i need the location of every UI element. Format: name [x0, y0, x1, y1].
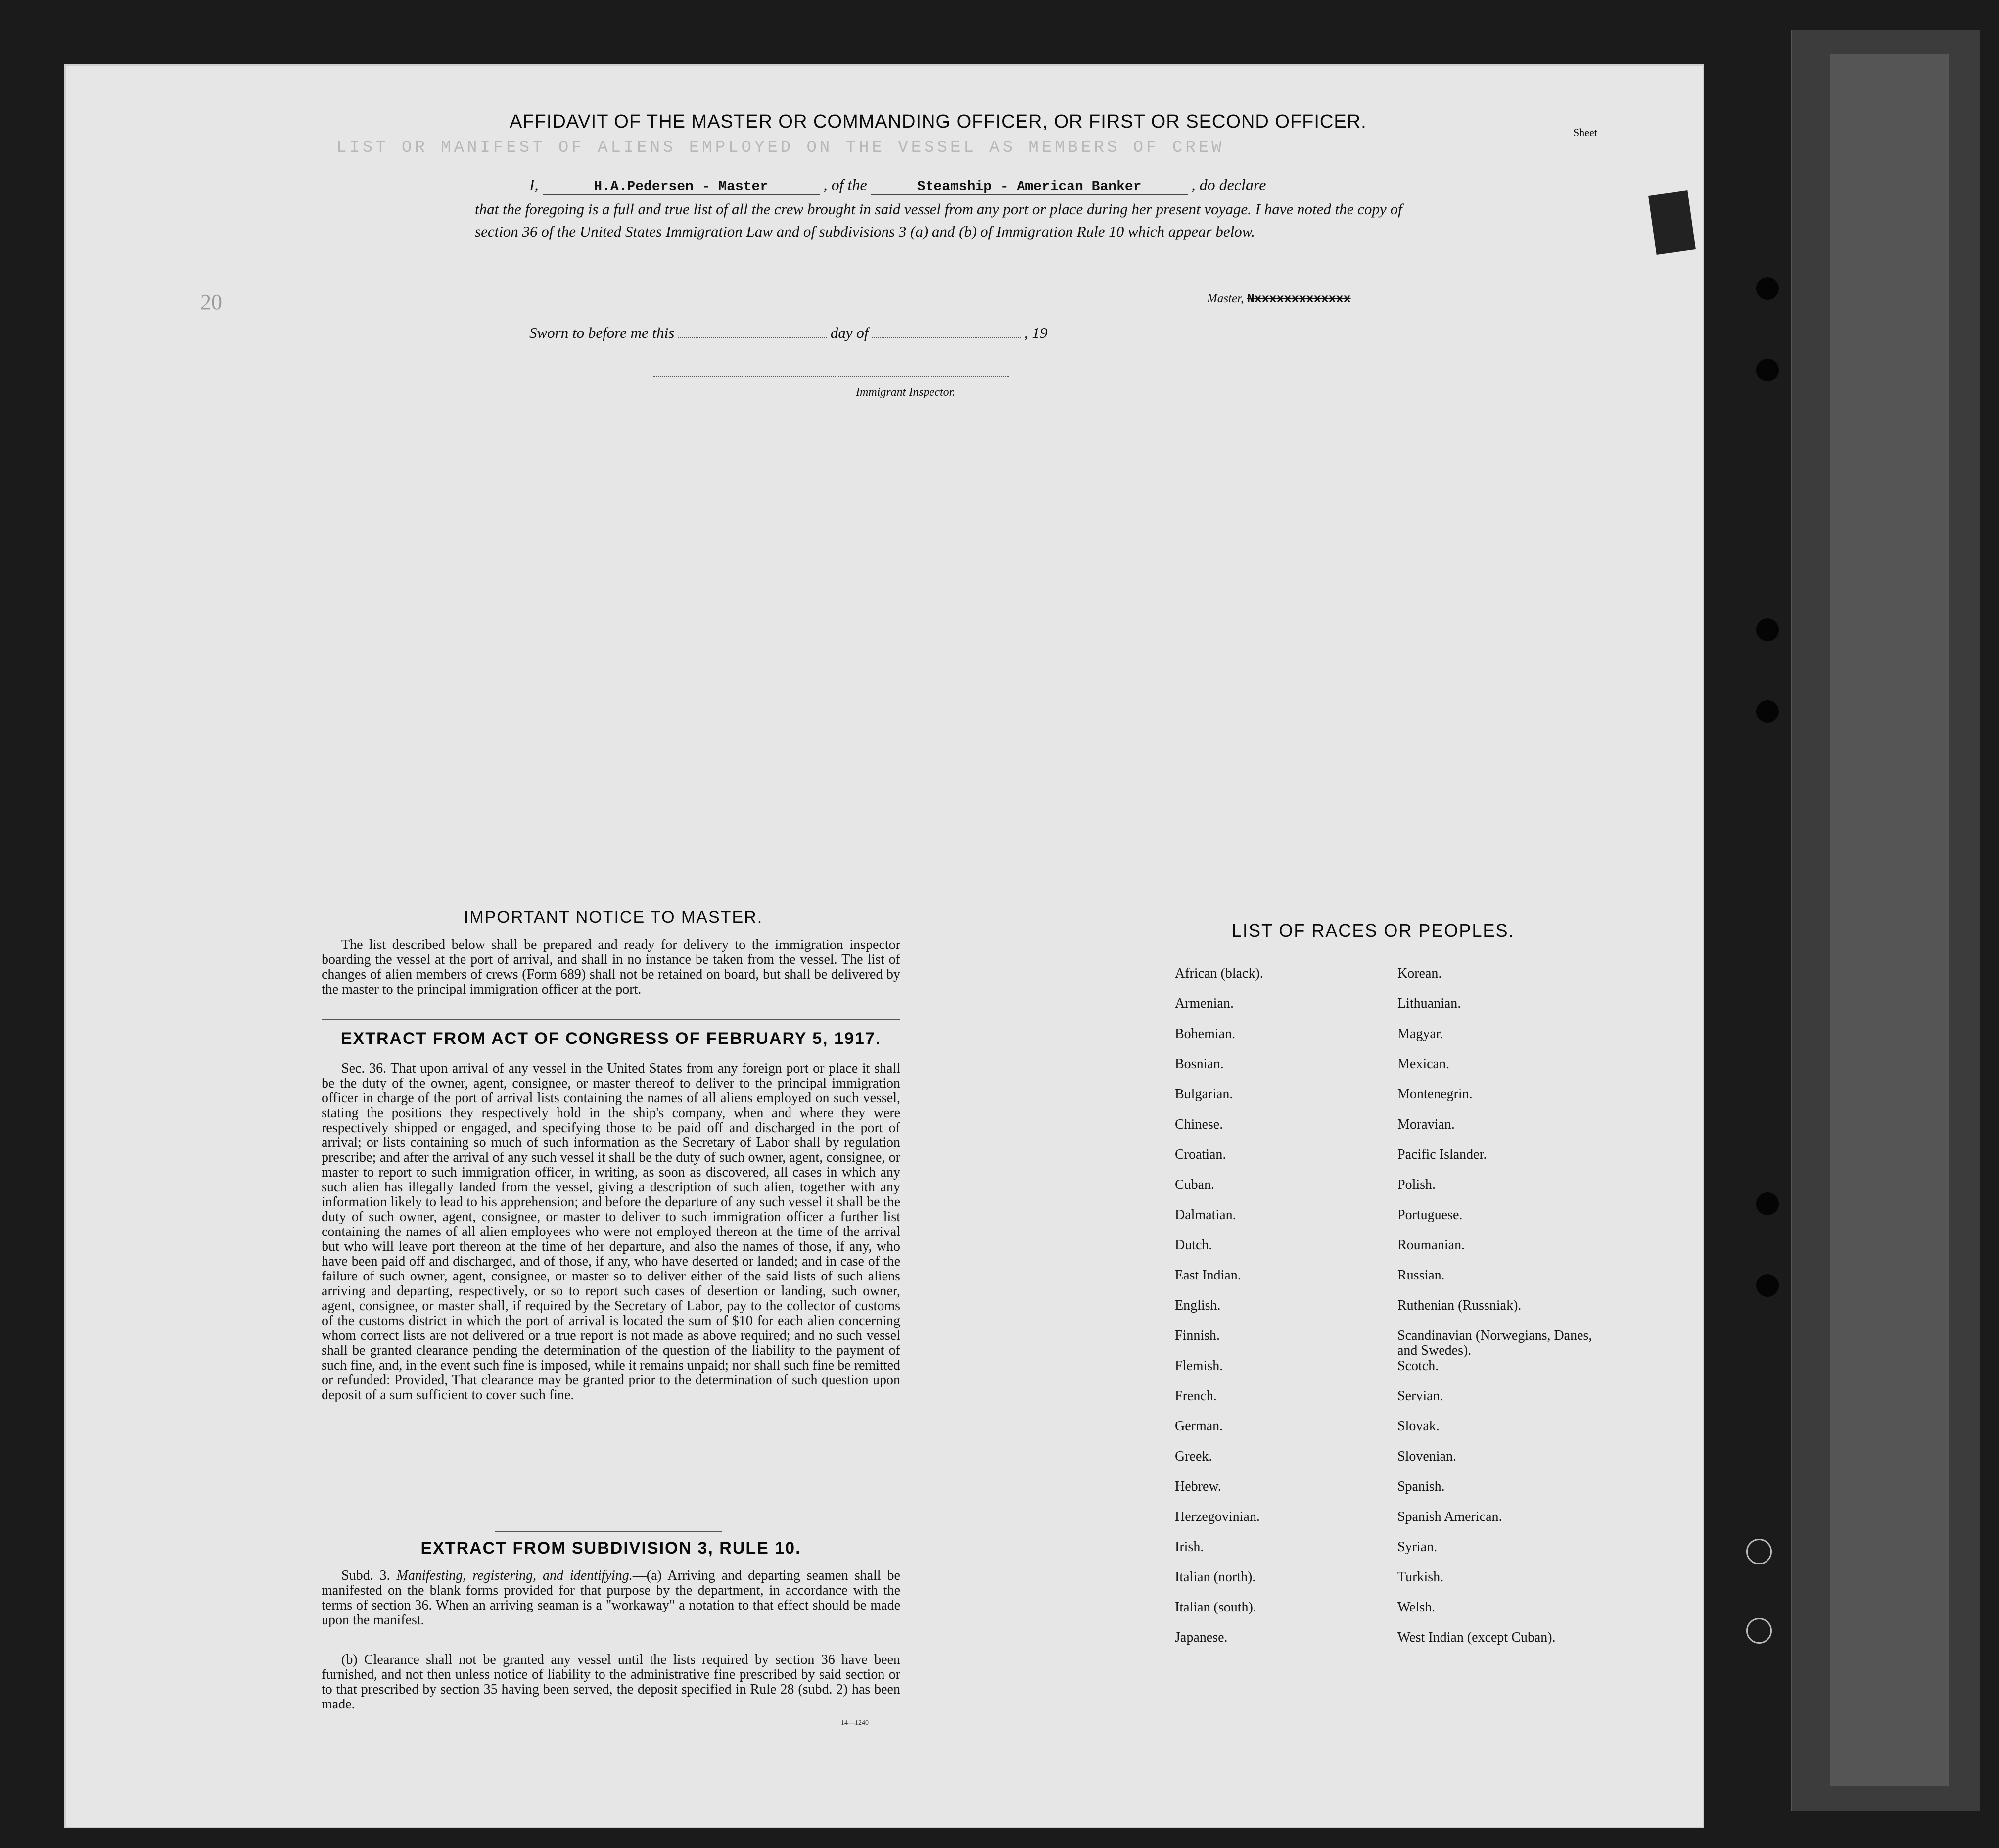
race-item: Croatian.: [1175, 1147, 1226, 1162]
race-item: Korean.: [1397, 966, 1442, 981]
punch-hole: [1746, 1618, 1772, 1644]
rule-title: EXTRACT FROM SUBDIVISION 3, RULE 10.: [420, 1539, 801, 1558]
races-right-column: [1397, 966, 1605, 1660]
sworn-label: Sworn to before me this: [529, 324, 675, 341]
race-item: Cuban.: [1175, 1177, 1215, 1192]
race-item: French.: [1175, 1388, 1217, 1404]
day-of-label: day of: [830, 324, 869, 341]
rule-subd-label: Subd. 3.: [341, 1568, 390, 1583]
race-item: Russian.: [1397, 1268, 1445, 1283]
race-item: Bohemian.: [1175, 1026, 1236, 1042]
race-item: Chinese.: [1175, 1117, 1223, 1132]
races-left-column: [1175, 966, 1383, 1660]
race-item: Bosnian.: [1175, 1056, 1224, 1072]
race-item: Moravian.: [1397, 1117, 1455, 1132]
bleed-through-title: LIST OR MANIFEST OF ALIENS EMPLOYED ON THE VESSEL AS MEMBERS OF CREW: [336, 139, 1225, 157]
rule-subd-a-body: —(a) Arriving and departing seamen shall be manifested on the blank forms provided for that purpose by the department, in accordance with the terms of section 36. When an arriving seaman is a "workaway" a notation to that effect should be made upon the manifest.: [322, 1568, 900, 1628]
punch-hole: [1756, 277, 1779, 300]
sworn-month-blank: [872, 327, 1021, 338]
inspector-signature-line: [653, 376, 1009, 377]
race-item: East Indian.: [1175, 1268, 1241, 1283]
form-number: 14—1240: [841, 1719, 869, 1727]
race-item: Italian (north).: [1175, 1569, 1256, 1585]
race-item: Syrian.: [1397, 1539, 1438, 1555]
margin-mark: 20: [200, 290, 222, 314]
inspector-label: Immigrant Inspector.: [856, 386, 956, 399]
affidavit-prefix: I,: [529, 176, 539, 193]
act-section-body: That upon arrival of any vessel in the United States from any foreign port or place it shall be the duty of the owner, agent, consignee, or master thereof to deliver to the principal immigration officer in charge of the port of arrival lists containing the names of all aliens employed on such vessel, stating the positions they respectively hold in the ship's company, when and where they were respectively shipped or engaged, and specifying those to be paid off and discharged in the port of arrival; or lists containing so much of such information as the Secretary of Labor shall by regulation prescribe; and after the arrival of any such vessel it shall be the duty of such owner, agent, consignee, or master to report to such immigration officer, in writing, as soon as discovered, all cases in which any such alien has illegally landed from the vessel, giving a description of such alien, together with any information likely to lead to his apprehension; and before the departure of any such vessel it shall be the duty of such owner, agent, consignee, or master to deliver to such immigration officer a further list containing the names of all alien employees who were not employed thereon at the time of the arrival but who will leave port thereon at the time of her departure, and also the names of those, if any, who have been paid off and discharged, and of those, if any, who have deserted or landed; and in case of the failure of such owner, agent, consignee, or master so to deliver either of the said lists of such aliens arriving and departing, respectively, or so to report such cases of desertion or landing, such owner, agent, consignee, or master shall, if required by the Secretary of Labor, pay to the collector of customs of the customs district in which the port of arrival is located the sum of $10 for each alien concerning whom correct lists are not delivered or a true report is not made as above required; and no such vessel shall be granted clearance pending the determination of the question of the liability to the payment of such fine, and, in the event such fine is imposed, while it remains unpaid; nor shall such fine be remitted or refunded: Provided, That clearance may be granted prior to the determination of such question upon deposit of a sum sufficient to cover such fine.: [322, 1061, 900, 1403]
race-item: Servian.: [1397, 1388, 1443, 1404]
punch-hole: [1756, 1192, 1779, 1215]
race-item: Italian (south).: [1175, 1600, 1256, 1615]
act-section-label: Sec. 36.: [341, 1061, 387, 1076]
punch-hole: [1756, 359, 1779, 381]
act-title: EXTRACT FROM ACT OF CONGRESS OF FEBRUARY 5, 1917.: [340, 1029, 882, 1048]
race-item: Slovenian.: [1397, 1449, 1456, 1464]
affidavit-title: AFFIDAVIT OF THE MASTER OR COMMANDING OFFICER, OR FIRST OR SECOND OFFICER.: [510, 111, 1367, 132]
race-item: Turkish.: [1397, 1569, 1444, 1585]
sheet-label: Sheet: [1573, 126, 1597, 139]
race-item: Flemish.: [1175, 1358, 1223, 1374]
affidavit-first-line: [529, 176, 1435, 195]
race-item: Herzegovinian.: [1175, 1509, 1260, 1524]
rule-text-a: [322, 1568, 900, 1628]
rule-text-b: (b) Clearance shall not be granted any vessel until the lists required by section 36 have been furnished, and not then unless notice of liability to the administrative fine prescribed by said section or to that prescribed by section 35 having been served, the deposit specified in Rule 28 (subd. 2) has been made.: [322, 1652, 900, 1712]
notice-text: The list described below shall be prepared and ready for delivery to the immigration inspector boarding the vessel at the port of arrival, and shall in no instance be taken from the vessel. The list of changes of alien members of crews (Form 689) shall not be retained on board, but shall be delivered by the master to the principal immigration officer at the port.: [322, 937, 900, 997]
divider: [495, 1531, 722, 1532]
race-item: Greek.: [1175, 1449, 1212, 1464]
race-item: Welsh.: [1397, 1600, 1436, 1615]
race-item: West Indian (except Cuban).: [1397, 1630, 1556, 1645]
race-item: Bulgarian.: [1175, 1087, 1233, 1102]
of-the-label: , of the: [823, 176, 867, 193]
race-item: Magyar.: [1397, 1026, 1443, 1042]
race-item: Pacific Islander.: [1397, 1147, 1487, 1162]
divider: [322, 1019, 900, 1020]
punch-hole: [1756, 700, 1779, 723]
paper-tab: [1648, 190, 1696, 255]
notice-title: IMPORTANT NOTICE TO MASTER.: [464, 908, 763, 927]
declaration-text: that the foregoing is a full and true list of all the crew brought in said vessel from any port or place during her present voyage. I have noted the copy of section 36 of the United States Immigration Law and of subdivisions 3 (a) and (b) of Immigration Rule 10 which appear below.: [475, 200, 1402, 240]
struck-title: Nxxxxxxxxxxxxx: [1247, 292, 1351, 306]
race-item: English.: [1175, 1298, 1221, 1313]
race-item: Portuguese.: [1397, 1207, 1463, 1223]
race-item: German.: [1175, 1419, 1223, 1434]
race-item: Montenegrin.: [1397, 1087, 1473, 1102]
race-item: Lithuanian.: [1397, 996, 1461, 1011]
punch-hole: [1756, 1274, 1779, 1297]
declare-label: , do declare: [1191, 176, 1266, 193]
race-item: Roumanian.: [1397, 1237, 1465, 1253]
race-item: Ruthenian (Russniak).: [1397, 1298, 1522, 1313]
race-item: Finnish.: [1175, 1328, 1220, 1343]
race-item: Polish.: [1397, 1177, 1436, 1192]
race-item: Irish.: [1175, 1539, 1204, 1555]
master-signature-line: [1207, 292, 1351, 306]
race-item: Slovak.: [1397, 1419, 1440, 1434]
race-item: Japanese.: [1175, 1630, 1228, 1645]
sworn-line: [529, 324, 1047, 342]
race-item: Dalmatian.: [1175, 1207, 1236, 1223]
master-name-field: H.A.Pedersen - Master: [543, 179, 820, 195]
race-item: Scotch.: [1397, 1358, 1439, 1374]
race-item: African (black).: [1175, 966, 1263, 981]
year-label: , 19: [1024, 324, 1048, 341]
races-title: LIST OF RACES OR PEOPLES.: [1232, 920, 1515, 941]
race-item: Dutch.: [1175, 1237, 1212, 1253]
race-item: Armenian.: [1175, 996, 1234, 1011]
race-item: Hebrew.: [1175, 1479, 1221, 1494]
sworn-day-blank: [678, 327, 827, 338]
master-label: Master,: [1207, 292, 1244, 305]
back-sheet-shadow: [1830, 54, 1949, 1786]
rule-subd-heading: Manifesting, registering, and identifying.: [396, 1568, 633, 1583]
vessel-name-field: Steamship - American Banker: [871, 179, 1188, 195]
race-item: Spanish.: [1397, 1479, 1445, 1494]
act-text: [322, 1061, 900, 1403]
punch-hole: [1746, 1539, 1772, 1564]
punch-hole: [1756, 618, 1779, 641]
race-item: Spanish American.: [1397, 1509, 1502, 1524]
race-item: Scandinavian (Norwegians, Danes, and Swedes).: [1397, 1328, 1592, 1358]
race-item: Mexican.: [1397, 1056, 1449, 1072]
